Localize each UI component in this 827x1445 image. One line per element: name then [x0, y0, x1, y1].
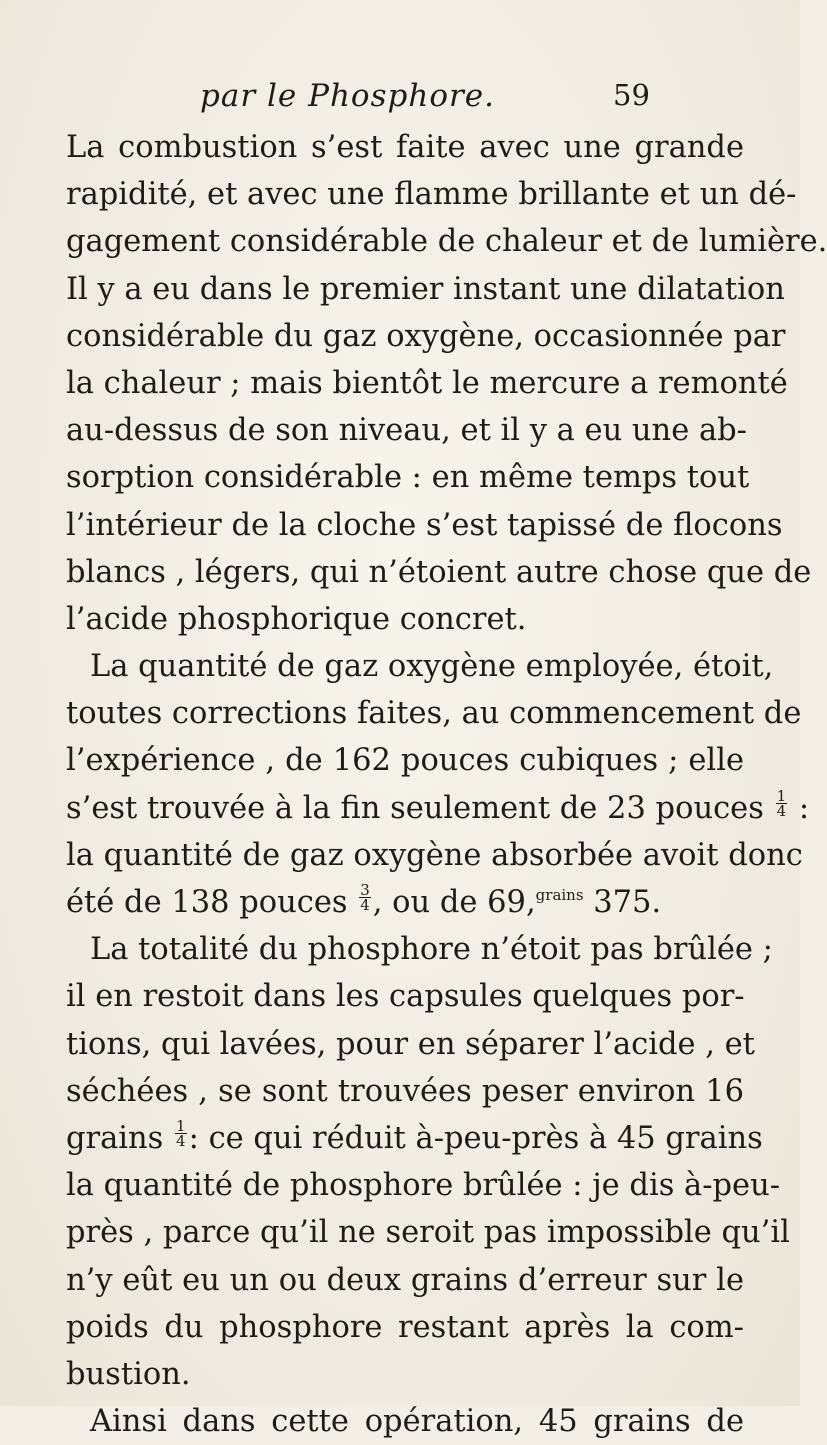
fraction-numerator: 1 [176, 1116, 186, 1135]
fraction [175, 1116, 187, 1150]
text-line: séchées , se sont trouvées peser environ 16 [66, 1073, 744, 1109]
text-line: rapidité, et avec une flamme brillante et un dé- [66, 177, 797, 213]
text-line: la quantité de phosphore brûlée : je dis à-peu- [66, 1168, 781, 1204]
text-line: poids du phosphore restant après la com- [66, 1309, 744, 1345]
page-number: 59 [613, 78, 650, 112]
text-line [66, 1115, 763, 1162]
running-title: par le Phosphore. [200, 78, 496, 114]
text-line: l’expérience , de 162 pouces cubiques ; elle [66, 743, 744, 779]
text-line: Il y a eu dans le premier instant une dilatation [66, 271, 785, 307]
text-line: la chaleur ; mais bientôt le mercure a remonté [66, 365, 788, 401]
text-line: considérable du gaz oxygène, occasionnée par [66, 318, 786, 354]
text-line: il en restoit dans les capsules quelques por- [66, 979, 745, 1015]
text-segment: été de 138 pouces [66, 885, 348, 920]
text-segment: 375. [583, 885, 662, 920]
fraction-numerator: 1 [776, 786, 787, 805]
text-segment: : [789, 790, 810, 826]
fraction-denominator: 4 [176, 1131, 186, 1150]
text-line: blancs , légers, qui n’étoient autre chose que de [66, 554, 812, 590]
text-line: l’acide phosphorique concret. [66, 601, 527, 637]
superscript: grains [535, 886, 584, 904]
text-line: La combustion s’est faite avec une grande [66, 130, 744, 165]
fraction-numerator: 3 [360, 881, 370, 899]
text-line: au-dessus de son niveau, et il y a eu une ab- [66, 413, 747, 449]
text-line: près , parce qu’il ne seroit pas impossible qu’il [66, 1215, 790, 1251]
fraction-denominator: 4 [360, 896, 370, 914]
text-line [66, 879, 744, 926]
text-line: bustion. [66, 1356, 191, 1392]
text-line: Ainsi dans cette opération, 45 grains de [90, 1404, 744, 1440]
text-line: La totalité du phosphore n’étoit pas brûlée ; [90, 932, 773, 968]
fraction-denominator: 4 [776, 801, 787, 820]
text-segment: , ou de 69, [372, 885, 536, 920]
text-line: toutes corrections faites, au commencement de [66, 696, 802, 732]
text-line [66, 785, 810, 832]
fraction [359, 883, 371, 912]
text-line: la quantité de gaz oxygène absorbée avoit donc [66, 837, 803, 873]
page-header [0, 78, 800, 118]
text-segment: grains [66, 1120, 164, 1156]
text-line: tions, qui lavées, pour en séparer l’acide , et [66, 1026, 755, 1062]
text-line: gagement considérable de chaleur et de lumière. [66, 224, 827, 260]
text-segment: : ce qui réduit à-peu-près à 45 grains [188, 1120, 763, 1156]
text-line: La quantité de gaz oxygène employée, étoit, [90, 649, 774, 685]
text-line: sorption considérable : en même temps tout [66, 460, 750, 496]
text-line: n’y eût eu un ou deux grains d’erreur sur le [66, 1262, 744, 1298]
text-segment: s’est trouvée à la fin seulement de 23 pouces [66, 790, 764, 826]
text-line: l’intérieur de la cloche s’est tapissé de flocons [66, 507, 783, 543]
body-text [66, 124, 827, 1445]
fraction [776, 786, 788, 820]
